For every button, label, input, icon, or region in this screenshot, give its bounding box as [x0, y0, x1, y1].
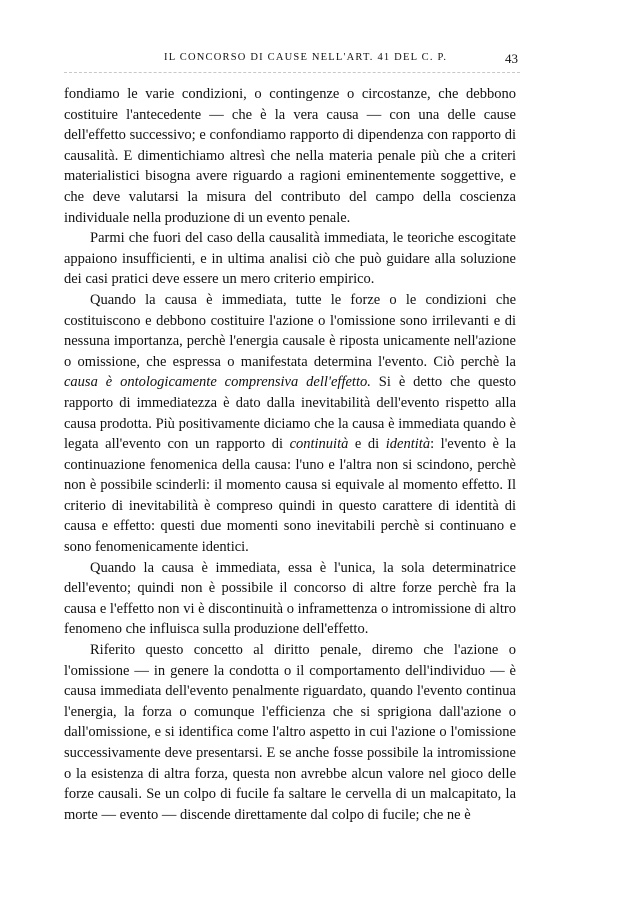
- page-body: [64, 84, 516, 825]
- paragraph: [64, 290, 516, 558]
- page-header: [58, 52, 518, 72]
- text-run: Quando la causa è immediata, tutte le forze o le condizioni che costituiscono e debbono costituire l'azione o l'omissione sono irrilevanti e di nessuna importanza, perchè l'energia causale è riposta unicamente nell'azione o omissione, che espressa o manifestata determina l'evento. Ciò perchè la: [64, 291, 516, 370]
- text-run: Si è detto che questo rapporto di immediatezza è dato dalla inevitabilità dell'evento rispetto alla causa prodotta. Più positivamente diciamo che la causa è immediata quando è legata all'evento con un rapporto di: [64, 374, 516, 453]
- text-run: e di: [348, 436, 386, 453]
- paragraph: Quando la causa è immediata, essa è l'unica, la sola determinatrice dell'evento; quindi non è possibile il concorso di altre forze perchè fra la causa e l'effetto non vi è discontinuità o inframettenza o intromissione di altro fenomeno che influisca sulla produzione dell'effetto.: [64, 559, 516, 638]
- paragraph: Parmi che fuori del caso della causalità immediata, le teoriche escogitate appaiono insufficienti, e in ultima analisi ciò che può guidare alla soluzione dei casi pratici deve essere un mero criterio empirico.: [64, 230, 516, 288]
- italic-phrase: causa è ontologicamente comprensiva dell'effetto.: [64, 374, 371, 391]
- italic-term: identità: [385, 436, 431, 453]
- page-number: 43: [505, 51, 518, 66]
- header-rule: [64, 72, 520, 73]
- text-run: : l'evento è la continuazione fenomenica della causa: l'uno e l'altra non si scindono, perchè non è possibile scinderli: il momento causa si equivale al momento effetto. Il criterio di inevitabilità è compreso quindi in questo carattere di identità di causa e effetto: questi due momenti sono inevitabili perchè si continuano e sono fenomenicamente identici.: [64, 436, 516, 556]
- italic-term: continuità: [289, 436, 349, 453]
- paragraph: Riferito questo concetto al diritto penale, diremo che l'azione o l'omissione — in genere la condotta o il comportamento dell'individuo — è causa immediata dell'evento penalmente riguardato, quando l'evento continua l'energia, la forza o comunque l'efficienza che si sprigiona dall'azione o dall'omissione, e si identifica come l'altro aspetto in cui l'azione o l'omissione successivamente deve presentarsi. E se anche fosse possibile la intromissione o la esistenza di altra forza, questa non avrebbe alcun valore nel gioco delle forze causali. Se un colpo di fucile fa saltare le cervella di un malcapitato, la morte — evento — discende direttamente dal colpo di fucile; che ne è: [64, 642, 516, 823]
- running-title: IL CONCORSO DI CAUSE NELL'ART. 41 DEL C. P.: [164, 52, 448, 63]
- paragraph-continuation: fondiamo le varie condizioni, o contingenze o circostanze, che debbono costituire l'antecedente — che è la vera causa — con una delle cause dell'effetto successivo; e confondiamo rapporto di dipendenza con rapporto di causalità. E dimentichiamo altresì che nella materia penale più che a criteri materialistici bisogna avere riguardo a ragioni eminentemente soggettive, e che deve valutarsi la misura del contributo del campo della coscienza individuale nella produzione di un evento penale.: [64, 86, 516, 226]
